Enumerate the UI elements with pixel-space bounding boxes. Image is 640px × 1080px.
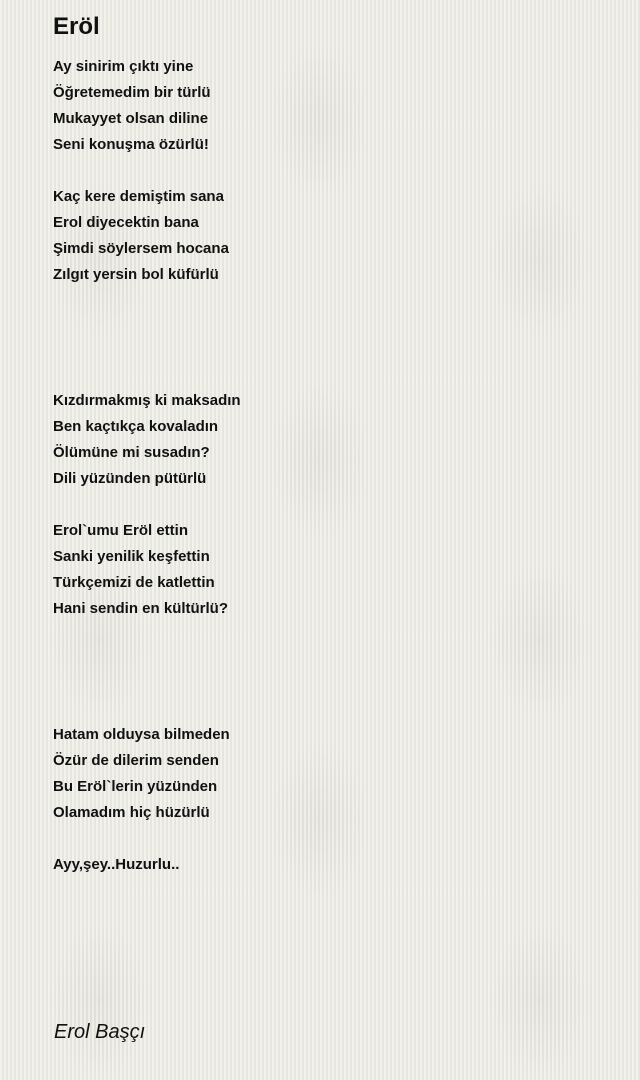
poem-line: Hani sendin en kültürlü? [53,600,229,617]
poem-line: Kızdırmakmış ki maksadın [53,392,241,409]
poem-line: Bu Eröl`lerin yüzünden [53,778,218,795]
poem-line: Erol`umu Eröl ettin [53,522,188,539]
poem-line: Kaç kere demiştim sana [53,188,224,205]
poem-line: Mukayyet olsan diline [53,110,209,127]
stanza-gap [53,492,241,518]
section-gap [53,288,241,388]
poem-line: Türkçemizi de katlettin [53,574,215,591]
poem-title: Eröl [53,13,100,40]
poem-line: Öğretemedim bir türlü [53,84,211,101]
stanza-gap [53,826,241,852]
poem-line: Hatam olduysa bilmeden [53,726,230,743]
stanza-gap [53,158,241,184]
poem-line: Özür de dilerim senden [53,752,219,769]
poem-line: Dili yüzünden pütürlü [53,470,207,487]
poem-line: Sanki yenilik keşfettin [53,548,210,565]
poem-line: Zılgıt yersin bol küfürlü [53,266,219,283]
poem-line: Ayy,şey..Huzurlu.. [53,856,180,873]
poem-author: Erol Başçı [54,1021,146,1043]
poem-line: Erol diyecektin bana [53,214,199,231]
section-gap [53,622,241,722]
poem-body [53,54,241,878]
poem-line: Ben kaçtıkça kovaladın [53,418,219,435]
poem-line: Ölümüne mi susadın? [53,444,210,461]
poem-line: Ay sinirim çıktı yine [53,58,194,75]
poem-line: Şimdi söylersem hocana [53,240,229,257]
poem-line: Olamadım hiç hüzürlü [53,804,210,821]
poem-line: Seni konuşma özürlü! [53,136,209,153]
